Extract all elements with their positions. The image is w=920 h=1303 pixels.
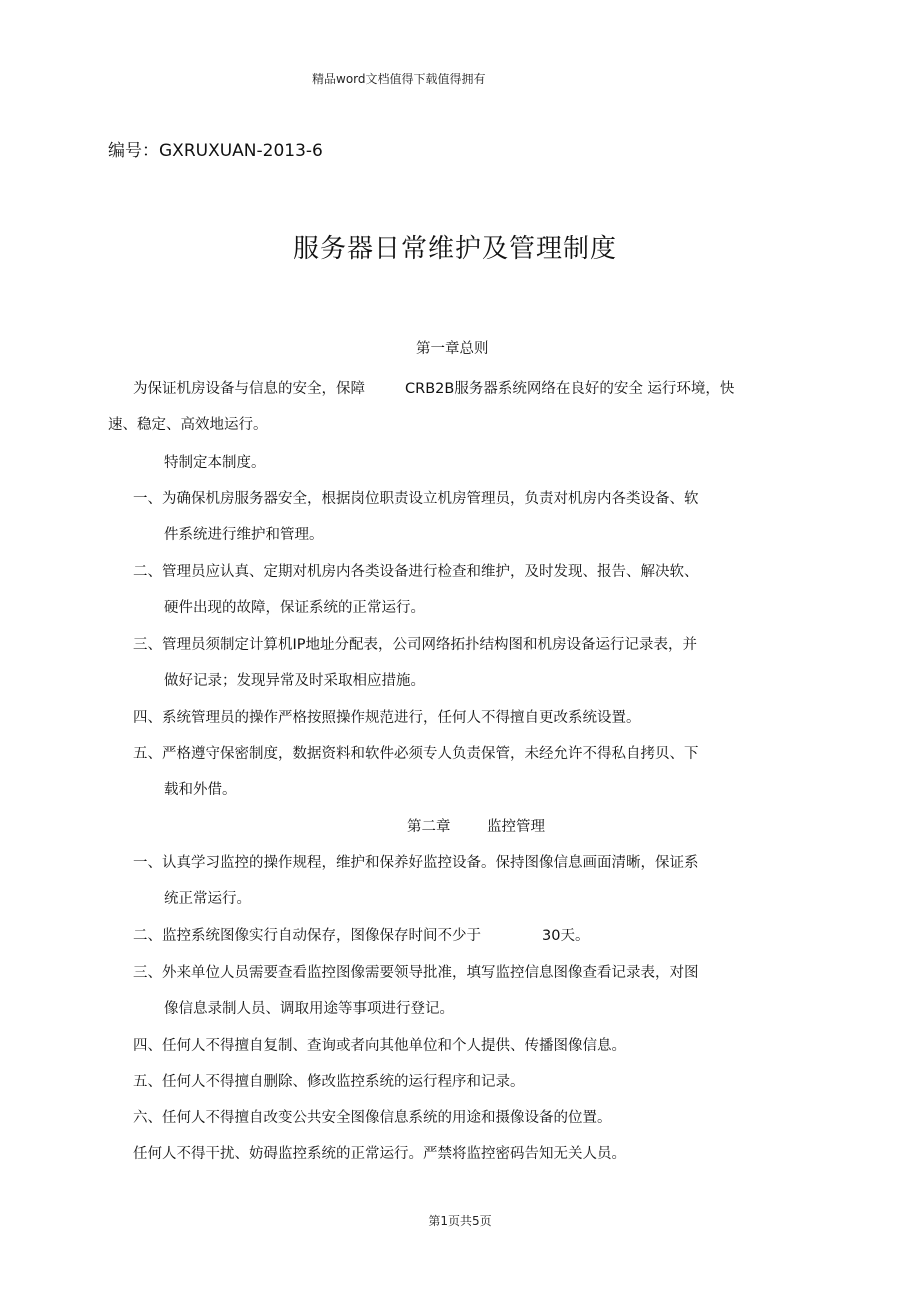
ch1-item5-line2: 载和外借。 [164, 782, 237, 798]
ch2-item4-line1: 四、任何人不得擅自复制、查询或者向其他单位和个人提供、传播图像信息。 [133, 1038, 626, 1054]
ch1-item3-line1: 三、管理员须制定计算机IP地址分配表，公司网络拓扑结构图和机房设备运行记录表，并 [133, 637, 698, 653]
intro-line3: 特制定本制度。 [164, 455, 266, 471]
ch1-item2-line1: 二、管理员应认真、定期对机房内各类设备进行检查和维护，及时发现、报告、解决软、 [133, 564, 699, 580]
ch2-item2-line1-part-b: 30天。 [542, 928, 590, 944]
ch2-item3-line2: 像信息录制人员、调取用途等事项进行登记。 [164, 1001, 454, 1017]
ch2-item5-line1: 五、任何人不得擅自删除、修改监控系统的运行程序和记录。 [133, 1074, 525, 1090]
chapter2-heading-number: 第二章 [407, 819, 451, 835]
ch2-item3-line1: 三、外来单位人员需要查看监控图像需要领导批准，填写监控信息图像查看记录表，对图 [133, 965, 699, 981]
ch2-item1-line1: 一、认真学习监控的操作规程，维护和保养好监控设备。保持图像信息画面清晰，保证系 [133, 855, 699, 871]
ch2-item1-line2: 统正常运行。 [164, 891, 251, 907]
ch1-item3-line2: 做好记录；发现异常及时采取相应措施。 [164, 673, 425, 689]
document-title: 服务器日常维护及管理制度 [292, 234, 617, 264]
ch1-item1-line1: 一、为确保机房服务器安全，根据岗位职责设立机房管理员，负责对机房内各类设备、软 [133, 491, 699, 507]
ch2-item2-line1-part-a: 二、监控系统图像实行自动保存，图像保存时间不少于 [133, 928, 481, 944]
ch1-item5-line1: 五、严格遵守保密制度，数据资料和软件必须专人负责保管，未经允许不得私自拷贝、下 [133, 746, 699, 762]
page-footer: 第1页共5页 [428, 1214, 492, 1228]
intro-line1-part-b: CRB2B服务器系统网络在良好的安全 运行环境，快 [405, 381, 735, 397]
ch2-closing: 任何人不得干扰、妨碍监控系统的正常运行。严禁将监控密码告知无关人员。 [133, 1146, 626, 1162]
document-number: 编号：GXRUXUAN-2013-6 [108, 141, 323, 161]
ch1-item1-line2: 件系统进行维护和管理。 [164, 527, 324, 543]
ch1-item4-line1: 四、系统管理员的操作严格按照操作规范进行，任何人不得擅自更改系统设置。 [133, 710, 641, 726]
ch2-item6-line1: 六、任何人不得擅自改变公共安全图像信息系统的用途和摄像设备的位置。 [133, 1110, 612, 1126]
intro-line1-part-a: 为保证机房设备与信息的安全，保障 [133, 381, 365, 397]
intro-line2: 速、稳定、高效地运行。 [108, 417, 268, 433]
chapter1-heading: 第一章总则 [416, 341, 489, 357]
chapter2-heading-title: 监控管理 [487, 819, 545, 835]
ch1-item2-line2: 硬件出现的故障，保证系统的正常运行。 [164, 600, 425, 616]
page-header: 精品word文档值得下载值得拥有 [312, 72, 486, 86]
